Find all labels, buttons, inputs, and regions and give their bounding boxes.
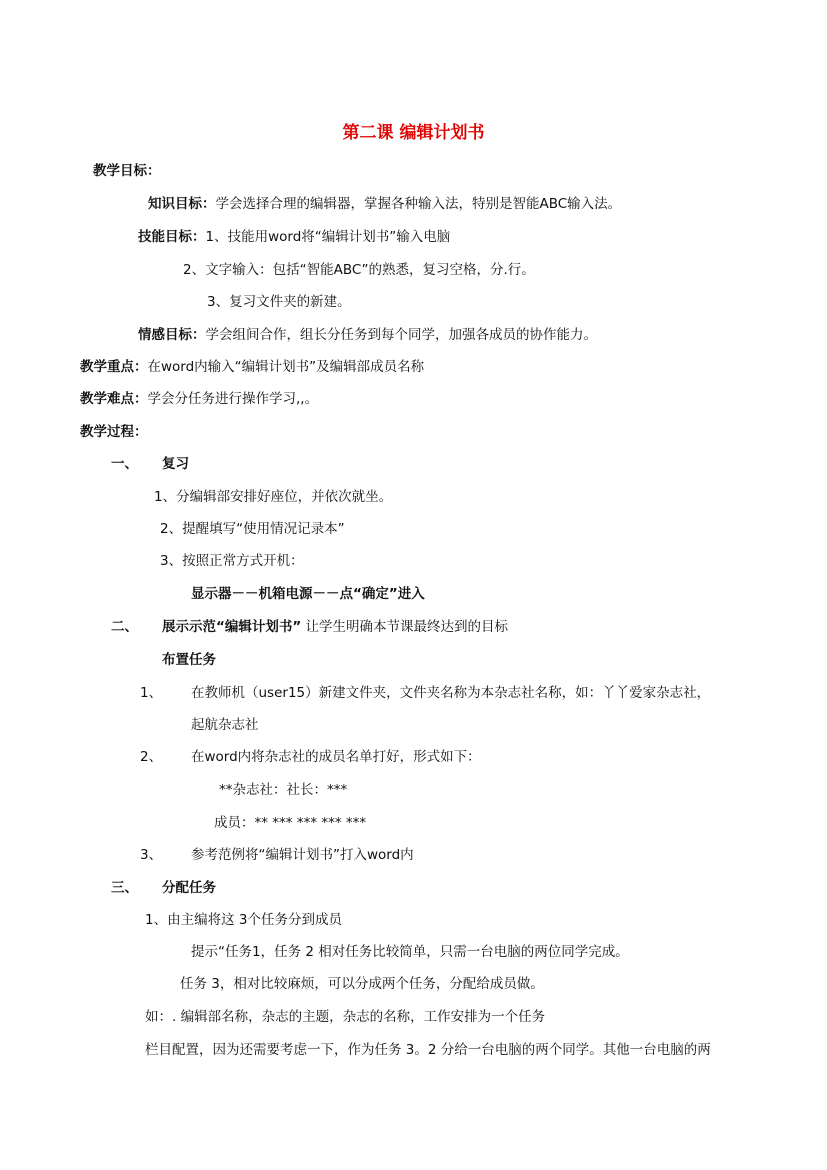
section-2-title-rest: 让学生明确本节课最终达到的目标 <box>305 619 509 635</box>
task-1-text: 在教师机（user15）新建文件夹，文件夹名称为本杂志社名称，如：丫丫爱家杂志社， <box>191 685 711 701</box>
key-point-text: 在word内输入“编辑计划书”及编辑部成员名称 <box>147 359 425 375</box>
skill-item-2: 2、文字输入：包括“智能ABC”的熟悉，复习空格，分.行。 <box>183 262 535 278</box>
last-line: 栏目配置，因为还需要考虑一下，作为任务 3。2 分给一台电脑的两个同学。其他一台电脑的两 <box>145 1042 711 1058</box>
task-2-text: 在word内将杂志社的成员名单打好，形式如下： <box>191 749 481 765</box>
task-3-text: 参考范例将“编辑计划书”打入word内 <box>191 847 414 863</box>
assign-tasks-heading: 布置任务 <box>162 652 216 668</box>
skill-label: 技能目标： <box>138 229 206 245</box>
skill-item-3: 3、复习文件夹的新建。 <box>207 294 351 310</box>
key-point <box>80 357 424 377</box>
skill-objective <box>138 227 450 247</box>
objectives-heading: 教学目标： <box>93 163 161 179</box>
section-2-title <box>162 617 508 637</box>
section-3-number: 三、 <box>111 880 138 896</box>
task-2-number: 2、 <box>140 749 163 765</box>
member-form-line-1: **杂志社：社长：*** <box>219 782 348 798</box>
section-3-title: 分配任务 <box>162 880 216 896</box>
key-point-label: 教学重点： <box>80 359 148 375</box>
review-item-2: 2、提醒填写“使用情况记录本” <box>160 521 345 537</box>
example-line: 如：. 编辑部名称，杂志的主题，杂志的名称，工作安排为一个任务 <box>145 1009 546 1025</box>
knowledge-text: 学会选择合理的编辑器，掌握各种输入法，特别是智能ABC输入法。 <box>215 196 622 212</box>
skill-text: 1、技能用word将“编辑计划书”输入电脑 <box>205 229 451 245</box>
review-item-1: 1、分编辑部安排好座位，并依次就坐。 <box>154 489 393 505</box>
member-form-line-2: 成员：** *** *** *** *** <box>214 815 367 831</box>
task-3-number: 3、 <box>140 847 163 863</box>
distribute-item-1: 1、由主编将这 3个任务分到成员 <box>145 912 342 928</box>
task-1-number: 1、 <box>140 685 163 701</box>
review-item-3: 3、按照正常方式开机： <box>160 553 304 569</box>
section-1-number: 一、 <box>111 456 138 472</box>
emotion-label: 情感目标： <box>138 327 206 343</box>
emotion-text: 学会组间合作，组长分任务到每个同学，加强各成员的协作能力。 <box>205 327 597 343</box>
process-heading: 教学过程： <box>80 424 148 440</box>
section-1-title: 复习 <box>162 456 189 472</box>
difficulty-text: 学会分任务进行操作学习,,。 <box>147 391 319 407</box>
difficulty-label: 教学难点： <box>80 391 148 407</box>
knowledge-objective <box>148 194 621 214</box>
knowledge-label: 知识目标： <box>148 196 216 212</box>
emotion-objective <box>138 325 597 345</box>
section-2-title-bold: 展示示范“编辑计划书” <box>162 619 302 635</box>
hint-line-2: 任务 3，相对比较麻烦，可以分成两个任务，分配给成员做。 <box>180 976 544 992</box>
boot-sequence: 显示器－－机箱电源－－点“确定”进入 <box>191 586 425 602</box>
page-title: 第二课 编辑计划书 <box>342 123 485 143</box>
hint-line-1: 提示“任务1，任务 2 相对任务比较简单，只需一台电脑的两位同学完成。 <box>191 944 629 960</box>
task-1-continuation: 起航杂志社 <box>191 717 259 733</box>
section-2-number: 二、 <box>111 619 138 635</box>
difficulty <box>80 389 318 409</box>
